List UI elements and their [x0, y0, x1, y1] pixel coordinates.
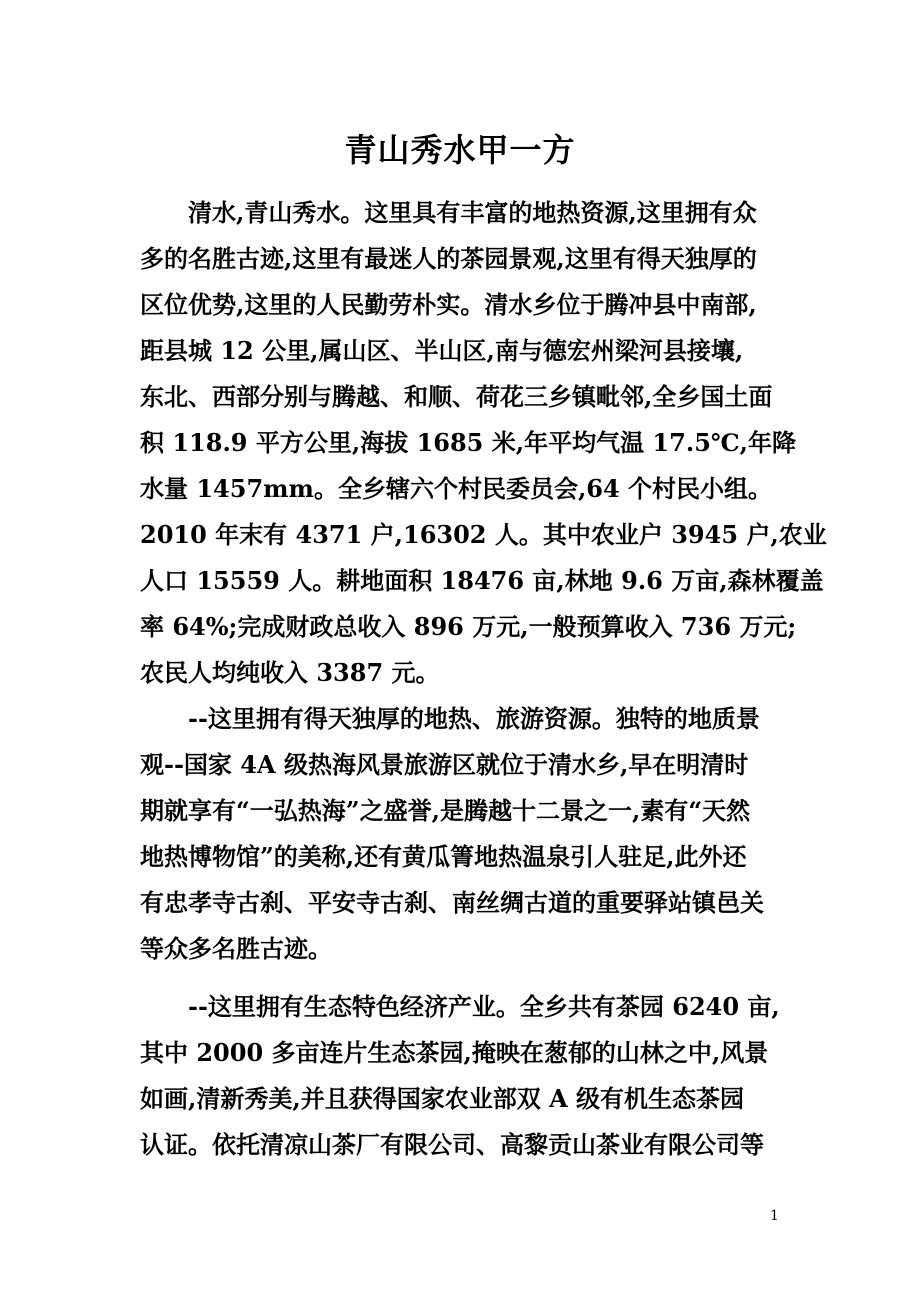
document-title: 青山秀水甲一方 [344, 131, 576, 169]
text-line: 东北、西部分别与腾越、和顺、荷花三乡镇毗邻,全乡国土面 [140, 382, 773, 411]
text-line: 清水,青山秀水。这里具有丰富的地热资源,这里拥有众 [188, 198, 757, 227]
paragraph-3 [140, 984, 780, 1168]
text-line: 期就享有“一弘热海”之盛誉,是腾越十二景之一,素有“天然 [140, 796, 751, 825]
text-line: 距县城 12 公里,属山区、半山区,南与德宏州梁河县接壤, [140, 336, 744, 365]
text-line: 如画,清新秀美,并且获得国家农业部双 A 级有机生态茶园 [140, 1084, 745, 1113]
text-line: 等众多名胜古迹。 [140, 934, 332, 963]
text-line: --这里拥有生态特色经济产业。全乡共有茶园 6240 亩, [188, 992, 780, 1021]
text-line: 观--国家 4A 级热海风景旅游区就位于清水乡,早在明清时 [140, 750, 749, 779]
text-line: 其中 2000 多亩连片生态茶园,掩映在葱郁的山林之中,风景 [140, 1038, 769, 1067]
text-line: 人口 15559 人。耕地面积 18476 亩,林地 9.6 万亩,森林覆盖 [140, 566, 824, 595]
text-line: 2010 年末有 4371 户,16302 人。其中农业户 3945 户,农业 [140, 520, 827, 549]
page-number: 1 [770, 1208, 779, 1224]
text-line: 有忠孝寺古刹、平安寺古刹、南丝绸古道的重要驿站镇邑关 [140, 888, 764, 917]
text-line: 水量 1457mm。全乡辖六个村民委员会,64 个村民小组。 [140, 474, 773, 503]
text-line: 率 64%;完成财政总收入 896 万元,一般预算收入 736 万元; [140, 612, 797, 641]
text-line: 多的名胜古迹,这里有最迷人的茶园景观,这里有得天独厚的 [140, 244, 757, 273]
text-line: 积 118.9 平方公里,海拔 1685 米,年平均气温 17.5℃,年降 [140, 428, 797, 457]
paragraph-2 [140, 696, 780, 972]
document-body [140, 190, 827, 1168]
text-line: 地热博物馆”的美称,还有黄瓜箐地热温泉引人驻足,此外还 [140, 842, 747, 871]
text-line: --这里拥有得天独厚的地热、旅游资源。独特的地质景 [188, 704, 760, 733]
text-line: 农民人均纯收入 3387 元。 [140, 658, 440, 687]
text-line: 区位优势,这里的人民勤劳朴实。清水乡位于腾冲县中南部, [140, 290, 757, 319]
text-line: 认证。依托清凉山茶厂有限公司、高黎贡山茶业有限公司等 [140, 1130, 764, 1159]
paragraph-1 [140, 190, 827, 696]
